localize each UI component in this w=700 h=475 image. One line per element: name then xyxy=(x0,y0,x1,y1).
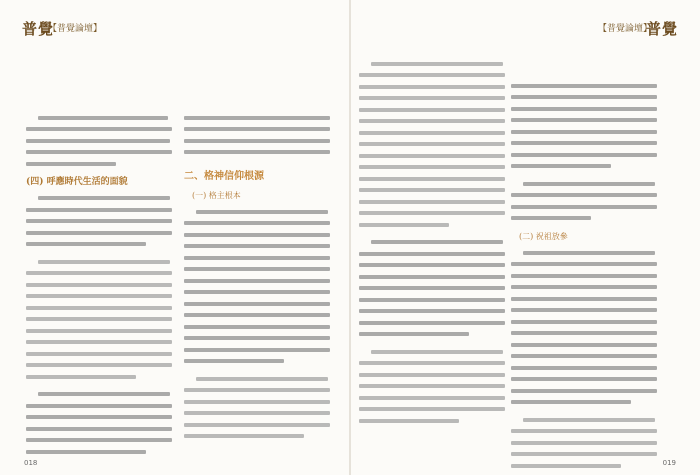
text-line xyxy=(511,339,659,351)
text-line xyxy=(184,310,332,322)
text-line xyxy=(359,219,507,231)
text-line xyxy=(359,271,507,283)
text-line xyxy=(511,201,659,213)
text-line xyxy=(184,419,332,431)
subsection-heading-3: (二) 祝祖放參 xyxy=(519,232,568,241)
section-title: 【普覺論壇】 xyxy=(48,24,103,34)
text-line xyxy=(359,358,507,370)
text-line xyxy=(26,314,174,326)
text-line xyxy=(511,397,659,409)
text-line xyxy=(359,70,507,82)
text-line xyxy=(359,127,507,139)
text-line xyxy=(511,259,659,271)
text-line xyxy=(26,348,174,360)
text-line xyxy=(359,173,507,185)
page-number: 018 xyxy=(24,459,38,467)
text-line xyxy=(184,344,332,356)
text-line xyxy=(184,135,332,147)
text-line xyxy=(359,329,507,341)
text-line xyxy=(511,178,659,190)
text-line xyxy=(359,208,507,220)
page-number: 019 xyxy=(662,459,676,467)
text-line xyxy=(26,204,174,216)
text-line xyxy=(359,392,507,404)
text-line xyxy=(26,256,174,268)
text-line xyxy=(511,161,659,173)
text-line xyxy=(26,158,174,170)
text-line xyxy=(184,408,332,420)
text-line xyxy=(359,260,507,272)
text-line xyxy=(511,374,659,386)
right-column-2 xyxy=(511,80,659,472)
text-line xyxy=(26,337,174,349)
text-line xyxy=(359,139,507,151)
text-line xyxy=(359,306,507,318)
text-line xyxy=(26,147,174,159)
text-line xyxy=(184,229,332,241)
text-line xyxy=(359,346,507,358)
text-line xyxy=(359,381,507,393)
left-column-1 xyxy=(26,112,174,458)
text-line xyxy=(184,385,332,397)
text-line xyxy=(511,437,659,449)
text-line xyxy=(26,124,174,136)
text-line xyxy=(511,316,659,328)
text-line xyxy=(26,389,174,401)
text-line xyxy=(184,396,332,408)
text-line xyxy=(359,185,507,197)
text-line xyxy=(511,351,659,363)
magazine-logo: 普覺 xyxy=(645,20,678,38)
text-line xyxy=(511,149,659,161)
text-line xyxy=(511,126,659,138)
section-heading: 二、格神信仰根源 xyxy=(184,171,264,182)
text-line xyxy=(26,371,174,383)
text-line xyxy=(511,247,659,259)
text-line xyxy=(184,264,332,276)
text-line xyxy=(359,162,507,174)
text-line xyxy=(184,206,332,218)
text-line xyxy=(184,333,332,345)
text-line xyxy=(26,239,174,251)
text-line xyxy=(184,298,332,310)
text-line xyxy=(359,196,507,208)
text-line xyxy=(359,248,507,260)
text-line xyxy=(184,252,332,264)
text-line xyxy=(359,237,507,249)
text-line xyxy=(184,124,332,136)
text-line xyxy=(359,116,507,128)
text-line xyxy=(184,431,332,443)
section-title: 【普覺論壇】 xyxy=(597,24,652,34)
text-line xyxy=(511,426,659,438)
text-line xyxy=(184,241,332,253)
text-line xyxy=(26,216,174,228)
text-line xyxy=(511,362,659,374)
text-line xyxy=(511,115,659,127)
text-line xyxy=(26,227,174,239)
text-line xyxy=(26,279,174,291)
text-line xyxy=(359,369,507,381)
text-line xyxy=(359,294,507,306)
left-page xyxy=(0,0,349,475)
text-line xyxy=(26,325,174,337)
text-line xyxy=(184,287,332,299)
text-line xyxy=(26,412,174,424)
subsection-heading-2: (一) 格主根本 xyxy=(192,191,241,200)
text-line xyxy=(511,414,659,426)
text-line xyxy=(511,270,659,282)
text-line xyxy=(26,446,174,458)
text-line xyxy=(184,321,332,333)
text-line xyxy=(359,150,507,162)
text-line xyxy=(511,449,659,461)
text-line xyxy=(359,317,507,329)
text-line xyxy=(26,135,174,147)
right-column-1 xyxy=(359,58,507,427)
text-line xyxy=(184,275,332,287)
text-line xyxy=(511,282,659,294)
right-page xyxy=(351,0,700,475)
text-line xyxy=(26,400,174,412)
text-line xyxy=(511,385,659,397)
text-line xyxy=(511,190,659,202)
magazine-logo: 普覺 xyxy=(22,20,55,38)
text-line xyxy=(184,218,332,230)
text-line xyxy=(184,147,332,159)
subsection-heading: (四) 呼應時代生活的面貌 xyxy=(26,176,128,187)
text-line xyxy=(511,328,659,340)
text-line xyxy=(359,58,507,70)
text-line xyxy=(511,80,659,92)
text-line xyxy=(359,415,507,427)
text-line xyxy=(511,103,659,115)
left-column-2 xyxy=(184,112,332,442)
text-line xyxy=(26,291,174,303)
text-line xyxy=(359,93,507,105)
text-line xyxy=(511,460,659,472)
text-line xyxy=(511,293,659,305)
text-line xyxy=(26,435,174,447)
text-line xyxy=(26,360,174,372)
text-line xyxy=(26,302,174,314)
text-line xyxy=(511,138,659,150)
text-line xyxy=(26,112,174,124)
text-line xyxy=(26,423,174,435)
text-line xyxy=(511,92,659,104)
text-line xyxy=(26,268,174,280)
text-line xyxy=(511,305,659,317)
text-line xyxy=(511,213,659,225)
text-line xyxy=(26,193,174,205)
text-line xyxy=(359,283,507,295)
text-line xyxy=(184,112,332,124)
text-line xyxy=(184,356,332,368)
text-line xyxy=(359,81,507,93)
text-line xyxy=(184,373,332,385)
text-line xyxy=(359,104,507,116)
text-line xyxy=(359,404,507,416)
